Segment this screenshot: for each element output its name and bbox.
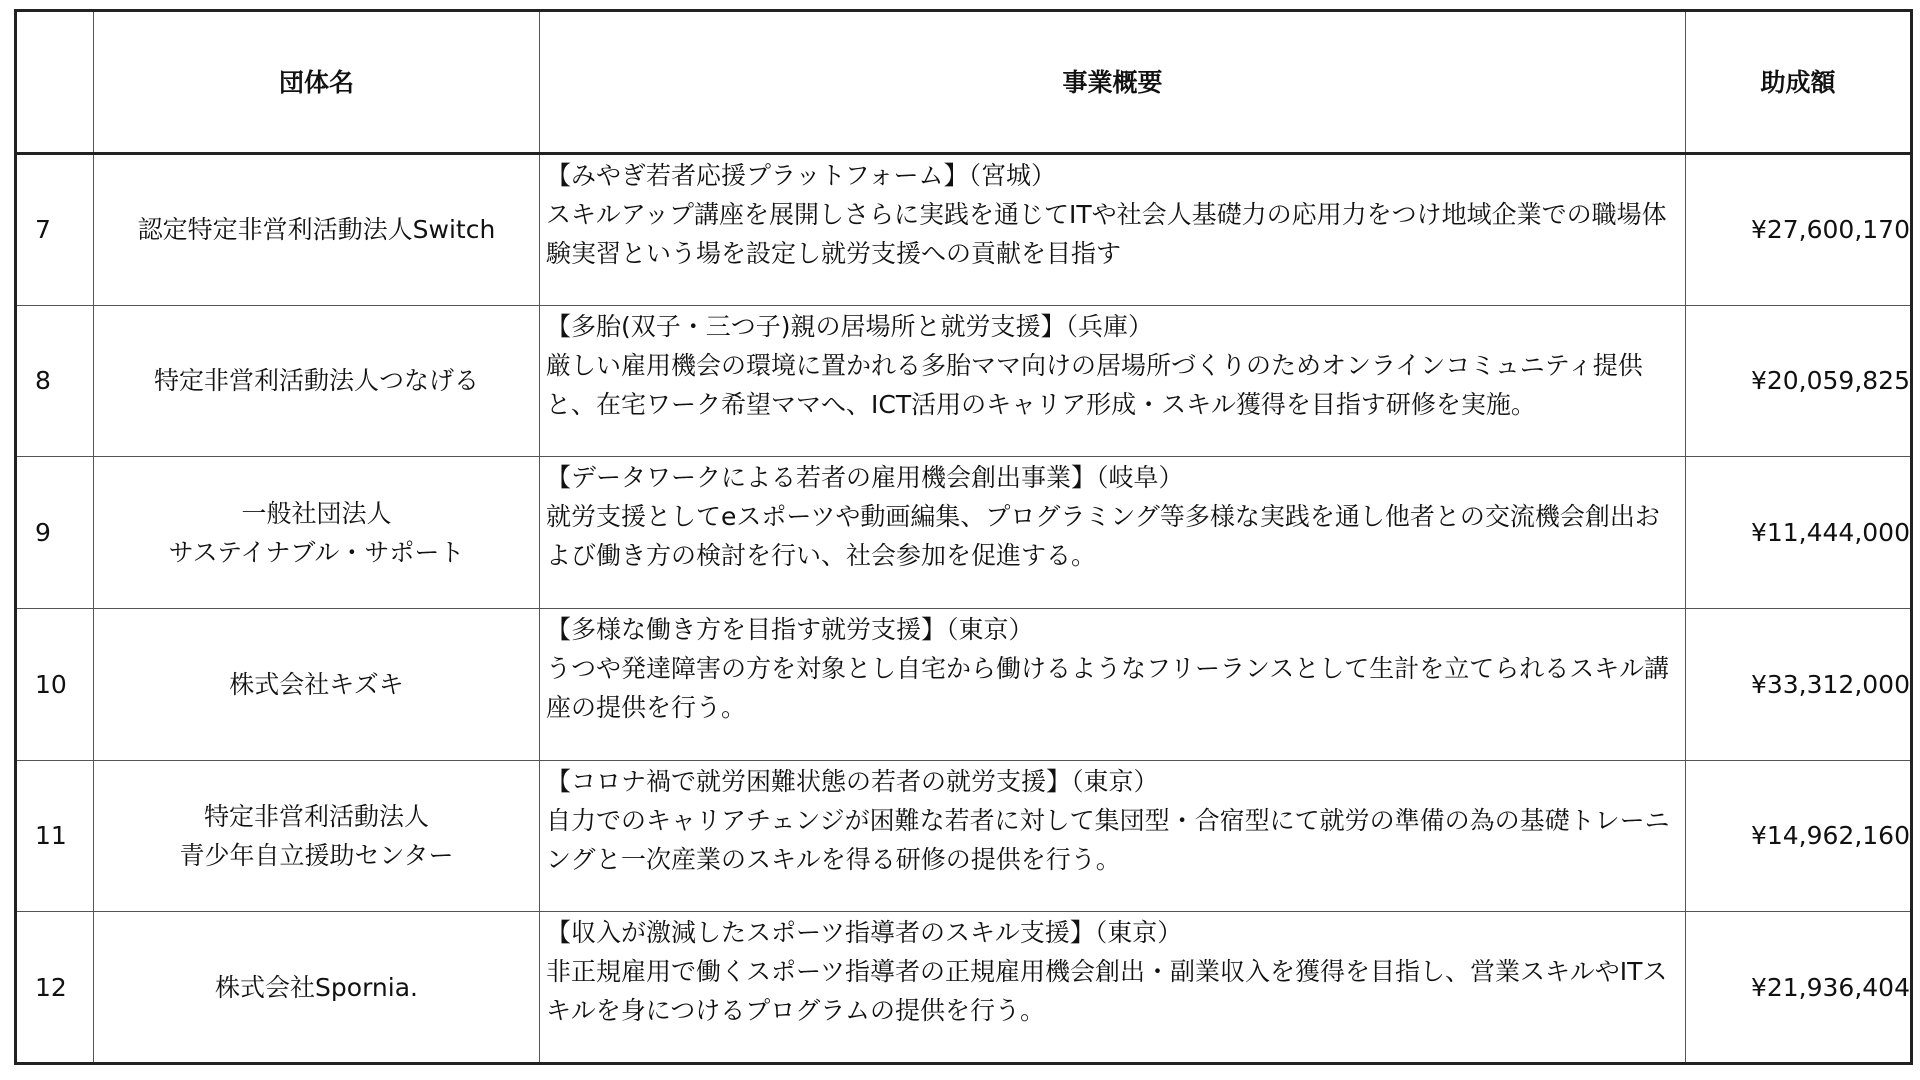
organization-cell	[94, 760, 540, 912]
row-number: 11	[16, 760, 94, 912]
organization-name: サステイナブル・サポート	[168, 537, 465, 567]
summary-cell	[540, 912, 1686, 1064]
grant-amount: ¥14,962,160	[1686, 760, 1912, 912]
row-number: 10	[16, 608, 94, 760]
grant-amount: ¥11,444,000	[1686, 457, 1912, 609]
organization-name: 青少年自立援助センター	[179, 840, 454, 870]
organization-name: 株式会社Spornia.	[215, 972, 418, 1002]
grant-amount: ¥21,936,404	[1686, 912, 1912, 1064]
project-description: うつや発達障害の方を対象とし自宅から働けるようなフリーランスとして生計を立てられるスキル講座の提供を行う。	[546, 653, 1670, 722]
grant-amount: ¥20,059,825	[1686, 305, 1912, 457]
grant-amount: ¥33,312,000	[1686, 608, 1912, 760]
organization-cell	[94, 457, 540, 609]
table-row	[16, 760, 1912, 912]
project-title: 【コロナ禍で就労困難状態の若者の就労支援】（東京）	[546, 766, 1159, 796]
table-row	[16, 608, 1912, 760]
table-row	[16, 912, 1912, 1064]
header-summary: 事業概要	[540, 11, 1686, 154]
grant-table	[14, 9, 1913, 1065]
organization-name: 特定非営利活動法人	[203, 801, 429, 831]
organization-name: 認定特定非営利活動法人Switch	[137, 215, 496, 245]
header-row	[16, 11, 1912, 154]
row-number: 9	[16, 457, 94, 609]
summary-cell	[540, 608, 1686, 760]
summary-cell	[540, 305, 1686, 457]
organization-name: 株式会社キズキ	[229, 669, 404, 699]
project-description: スキルアップ講座を展開しさらに実践を通じてITや社会人基礎力の応用力をつけ地域企業での職場体験実習という場を設定し就労支援への貢献を目指す	[546, 200, 1667, 268]
project-description: 就労支援としてeスポーツや動画編集、プログラミング等多様な実践を通し他者との交流機会創出および働き方の検討を行い、社会参加を促進する。	[546, 502, 1660, 571]
summary-cell	[540, 154, 1686, 306]
table-row	[16, 457, 1912, 609]
header-number	[16, 11, 94, 154]
table-row	[16, 154, 1912, 306]
organization-cell	[94, 154, 540, 306]
row-number: 8	[16, 305, 94, 457]
organization-cell	[94, 305, 540, 457]
summary-cell	[540, 760, 1686, 912]
project-title: 【データワークによる若者の雇用機会創出事業】（岐阜）	[546, 463, 1184, 493]
row-number: 12	[16, 912, 94, 1064]
header-amount: 助成額	[1686, 11, 1912, 154]
project-title: 【みやぎ若者応援プラットフォーム】（宮城）	[546, 161, 1057, 190]
organization-name: 特定非営利活動法人つなげる	[153, 366, 479, 396]
project-title: 【多胎(双子・三つ子)親の居場所と就労支援】（兵庫）	[546, 311, 1154, 341]
project-description: 非正規雇用で働くスポーツ指導者の正規雇用機会創出・副業収入を獲得を目指し、営業スキルやITスキルを身につけるプログラムの提供を行う。	[546, 957, 1668, 1026]
grant-amount: ¥27,600,170	[1686, 154, 1912, 306]
project-title: 【収入が激減したスポーツ指導者のスキル支援】（東京）	[546, 918, 1183, 948]
organization-cell	[94, 912, 540, 1064]
header-organization: 団体名	[94, 11, 540, 154]
row-number: 7	[16, 154, 94, 306]
summary-cell	[540, 457, 1686, 609]
table-row	[16, 305, 1912, 457]
project-title: 【多様な働き方を目指す就労支援】（東京）	[546, 614, 1034, 644]
project-description: 厳しい雇用機会の環境に置かれる多胎ママ向けの居場所づくりのためオンラインコミュニティ提供と、在宅ワーク希望ママへ、ICT活用のキャリア形成・スキル獲得を目指す研修を実施。	[546, 350, 1643, 419]
project-description: 自力でのキャリアチェンジが困難な若者に対して集団型・合宿型にて就労の準備の為の基礎トレーニングと一次産業のスキルを得る研修の提供を行う。	[546, 805, 1670, 874]
organization-cell	[94, 608, 540, 760]
organization-name: 一般社団法人	[241, 498, 392, 528]
